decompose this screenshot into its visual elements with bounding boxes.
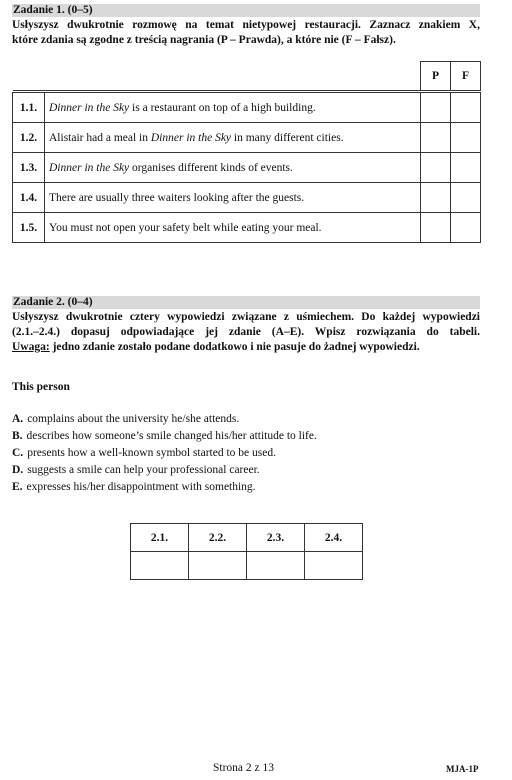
answer-box[interactable] bbox=[305, 552, 363, 580]
statement-number: 1.3. bbox=[13, 153, 45, 183]
task2-instruction bbox=[12, 310, 480, 355]
answer-header: 2.2. bbox=[189, 524, 247, 552]
option-item bbox=[12, 411, 317, 428]
answer-cell-p[interactable] bbox=[421, 183, 451, 213]
option-item bbox=[12, 428, 317, 445]
option-text: suggests a smile can help your professional career. bbox=[27, 464, 260, 476]
option-text: presents how a well-known symbol started to be used. bbox=[27, 447, 276, 459]
options-list bbox=[12, 411, 317, 496]
answer-cell-f[interactable] bbox=[451, 123, 481, 153]
statement-number: 1.1. bbox=[13, 93, 45, 123]
option-text: describes how someone’s smile changed his/her attitude to life. bbox=[26, 430, 317, 442]
statement-row bbox=[13, 153, 481, 183]
task2-instruction-line1: Usłyszysz dwukrotnie cztery wypowiedzi związane z uśmiechem. Do każdej wypowiedzi bbox=[12, 311, 480, 323]
option-item bbox=[12, 462, 317, 479]
task1-instruction-line1: Usłyszysz dwukrotnie rozmowę na temat nietypowej restauracji. Zaznacz znakiem X, bbox=[12, 19, 480, 31]
statement-italic: Dinner in the Sky bbox=[49, 101, 130, 114]
option-letter: B. bbox=[12, 430, 23, 442]
answer-cell-f[interactable] bbox=[451, 183, 481, 213]
answer-cell-f[interactable] bbox=[451, 213, 481, 243]
option-text: expresses his/her disappointment with something. bbox=[26, 481, 256, 493]
task1-table bbox=[12, 61, 481, 243]
answer-cell-p[interactable] bbox=[421, 123, 451, 153]
statement-part: There are usually three waiters looking after the guests. bbox=[49, 191, 305, 204]
task1-header: Zadanie 1. (0–5) bbox=[12, 4, 480, 17]
statement-text bbox=[45, 183, 421, 213]
answer-box[interactable] bbox=[131, 552, 189, 580]
option-letter: A. bbox=[12, 413, 24, 425]
task2-header: Zadanie 2. (0–4) bbox=[12, 296, 480, 309]
statement-row bbox=[13, 123, 481, 153]
answer-header: 2.1. bbox=[131, 524, 189, 552]
statement-number: 1.5. bbox=[13, 213, 45, 243]
statement-text bbox=[45, 123, 421, 153]
answer-box[interactable] bbox=[189, 552, 247, 580]
option-letter: E. bbox=[12, 481, 23, 493]
statement-row bbox=[13, 183, 481, 213]
answer-box[interactable] bbox=[247, 552, 305, 580]
statement-text bbox=[45, 213, 421, 243]
statement-number: 1.2. bbox=[13, 123, 45, 153]
answer-cell-p[interactable] bbox=[421, 213, 451, 243]
answer-header: 2.3. bbox=[247, 524, 305, 552]
statement-italic: Dinner in the Sky bbox=[49, 161, 130, 174]
task1-instruction bbox=[12, 18, 480, 48]
statement-part: You must not open your safety belt while eating your meal. bbox=[49, 221, 322, 234]
option-letter: C. bbox=[12, 447, 24, 459]
statement-italic: Dinner in the Sky bbox=[150, 131, 232, 144]
answer-header-row bbox=[131, 524, 363, 552]
statement-text bbox=[45, 93, 421, 123]
options-lead: This person bbox=[12, 381, 70, 393]
task2-note bbox=[12, 340, 480, 355]
note-text: jedno zdanie zostało podane dodatkowo i nie pasuje do żadnej wypowiedzi. bbox=[49, 341, 420, 353]
page-number: Strona 2 z 13 bbox=[213, 762, 275, 774]
option-item bbox=[12, 445, 317, 462]
answer-cell-f[interactable] bbox=[451, 153, 481, 183]
column-f-header: F bbox=[451, 62, 481, 91]
answer-cell-f[interactable] bbox=[451, 93, 481, 123]
exam-code: MJA-1P bbox=[446, 764, 479, 774]
task1-instruction-line2: które zdania są zgodne z treścią nagrania (P – Prawda), a które nie (F – Fałsz). bbox=[12, 34, 396, 46]
statement-text bbox=[45, 153, 421, 183]
answer-input-row bbox=[131, 552, 363, 580]
column-p-header: P bbox=[421, 62, 451, 91]
statement-part: Alistair had a meal in bbox=[49, 131, 151, 144]
option-item bbox=[12, 479, 317, 496]
statement-part: in many different cities. bbox=[231, 131, 344, 144]
note-label: Uwaga: bbox=[12, 341, 50, 353]
option-letter: D. bbox=[12, 464, 24, 476]
statement-part: organises different kinds of events. bbox=[129, 161, 293, 174]
option-text: complains about the university he/she attends. bbox=[27, 413, 240, 425]
header-blank bbox=[13, 62, 421, 91]
answer-cell-p[interactable] bbox=[421, 93, 451, 123]
task2-instruction-line2: (2.1.–2.4.) dopasuj odpowiadające jej zdanie (A–E). Wpisz rozwiązania do tabeli. bbox=[12, 326, 480, 338]
statement-row bbox=[13, 93, 481, 123]
answer-header: 2.4. bbox=[305, 524, 363, 552]
statement-row bbox=[13, 213, 481, 243]
statement-part: is a restaurant on top of a high building. bbox=[129, 101, 316, 114]
statement-number: 1.4. bbox=[13, 183, 45, 213]
task2-answer-table bbox=[130, 523, 363, 580]
answer-cell-p[interactable] bbox=[421, 153, 451, 183]
